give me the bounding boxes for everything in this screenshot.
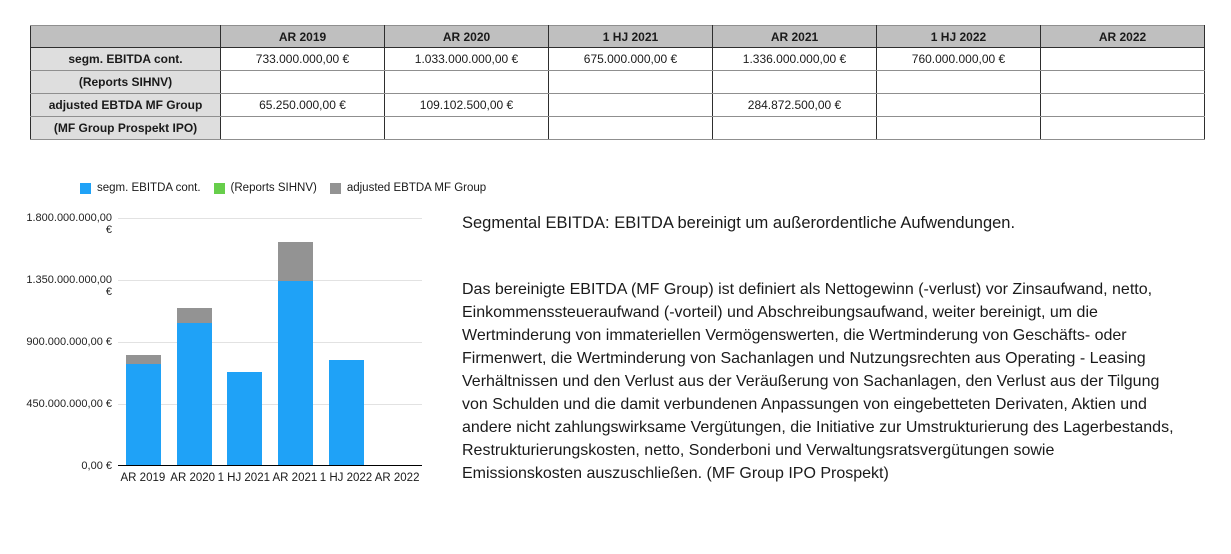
table-cell: 1.336.000.000,00 €	[713, 48, 877, 71]
table-cell: 109.102.500,00 €	[385, 94, 549, 117]
bar-segment	[329, 360, 364, 465]
x-axis-labels	[118, 472, 422, 484]
table-cell	[877, 71, 1041, 94]
table-cell	[1041, 94, 1205, 117]
col-header-ar-2022: AR 2022	[1041, 26, 1205, 48]
table-cell	[221, 71, 385, 94]
table-cell	[713, 117, 877, 140]
table-cell	[877, 94, 1041, 117]
legend-label: (Reports SIHNV)	[230, 182, 317, 194]
table-cell: 675.000.000,00 €	[549, 48, 713, 71]
table-corner-cell	[31, 26, 221, 48]
legend-swatch-blue	[80, 183, 91, 194]
table-cell: 65.250.000,00 €	[221, 94, 385, 117]
legend-label: adjusted EBTDA MF Group	[346, 182, 487, 194]
legend-swatch-gray	[330, 183, 341, 194]
col-header-1hj-2022: 1 HJ 2022	[877, 26, 1041, 48]
legend-swatch-green	[214, 183, 225, 194]
table-header-row	[31, 26, 1205, 48]
bar-segment	[126, 364, 161, 465]
table-cell: 284.872.500,00 €	[713, 94, 877, 117]
col-header-ar-2021: AR 2021	[713, 26, 877, 48]
x-axis-tick: AR 2019	[120, 472, 166, 484]
col-header-ar-2019: AR 2019	[221, 26, 385, 48]
commentary-body: Das bereinigte EBITDA (MF Group) ist definiert als Nettogewinn (-verlust) vor Zinsaufwand, netto, Einkommenssteueraufwand (-vorteil) und Abschreibungsaufwand, weiter bereinigt, um die Wertminderung von immateriellen Vermögenswerten, die Wertminderung von Geschäfts- oder Firmenwert, die Wertminderung von Sachanlagen und Nutzungsrechten aus Operating - Leasing Verhältnissen und den Verlust aus der Veräußerung von Sachanlagen, den Verlust aus der Tilgung von Schulden und die damit verbundenen Anpassungen von eingebetteten Derivaten, Aktien und andere nicht zahlungswirksame Vergütungen, die Initiative zur Umstrukturierung des Lagerbestands, Restrukturierungskosten, netto, Sonderboni und Verwaltungsratsvergütungen sowie Emissionskosten auszuschließen. (MF Group IPO Prospekt)	[462, 281, 1174, 482]
table-cell	[549, 71, 713, 94]
table-cell	[549, 117, 713, 140]
bar-segment	[177, 323, 212, 465]
table-cell	[713, 71, 877, 94]
y-axis-tick: 900.000.000,00 €	[26, 336, 112, 348]
bar-segment	[278, 242, 313, 281]
x-axis-tick: AR 2022	[374, 472, 420, 484]
ebitda-table	[30, 25, 1205, 140]
commentary-section	[462, 213, 1176, 485]
table-row	[31, 117, 1205, 140]
row-label: (MF Group Prospekt IPO)	[31, 117, 221, 140]
legend-label: segm. EBITDA cont.	[97, 182, 201, 194]
y-axis-tick: 450.000.000,00 €	[26, 398, 112, 410]
table-cell: 733.000.000,00 €	[221, 48, 385, 71]
row-label: (Reports SIHNV)	[31, 71, 221, 94]
bar-segment	[126, 355, 161, 364]
gridline	[118, 280, 422, 281]
table-row	[31, 71, 1205, 94]
legend-item-adjusted-ebtda	[330, 182, 486, 194]
bar-segment	[278, 281, 313, 465]
table-cell	[549, 94, 713, 117]
table-cell: 1.033.000.000,00 €	[385, 48, 549, 71]
gridline	[118, 342, 422, 343]
col-header-1hj-2021: 1 HJ 2021	[549, 26, 713, 48]
x-axis-tick: AR 2020	[170, 472, 216, 484]
table-cell	[1041, 117, 1205, 140]
table-cell	[385, 117, 549, 140]
table-cell	[877, 117, 1041, 140]
col-header-ar-2020: AR 2020	[385, 26, 549, 48]
legend-item-reports-sihnv	[214, 182, 317, 194]
y-axis-tick: 1.350.000.000,00 €	[26, 274, 112, 298]
table-cell	[385, 71, 549, 94]
row-label: adjusted EBTDA MF Group	[31, 94, 221, 117]
table-row	[31, 48, 1205, 71]
commentary-heading: Segmental EBITDA: EBITDA bereinigt um außerordentliche Aufwendungen.	[462, 214, 1016, 232]
x-axis-tick: AR 2021	[272, 472, 318, 484]
bar-segment	[177, 308, 212, 323]
x-axis-tick: 1 HJ 2022	[319, 472, 373, 484]
row-label: segm. EBITDA cont.	[31, 48, 221, 71]
gridline	[118, 404, 422, 405]
y-axis-tick: 1.800.000.000,00 €	[26, 212, 112, 236]
table-cell	[221, 117, 385, 140]
chart-plot-area	[118, 218, 422, 466]
y-axis-tick: 0,00 €	[81, 460, 112, 472]
gridline	[118, 218, 422, 219]
ebitda-bar-chart	[18, 180, 487, 496]
legend-item-segm-ebitda	[80, 182, 201, 194]
x-axis-tick: 1 HJ 2021	[217, 472, 270, 484]
table-cell	[1041, 48, 1205, 71]
bar-segment	[227, 372, 262, 465]
table-cell: 760.000.000,00 €	[877, 48, 1041, 71]
table-row	[31, 94, 1205, 117]
chart-legend	[80, 182, 486, 194]
table-cell	[1041, 71, 1205, 94]
